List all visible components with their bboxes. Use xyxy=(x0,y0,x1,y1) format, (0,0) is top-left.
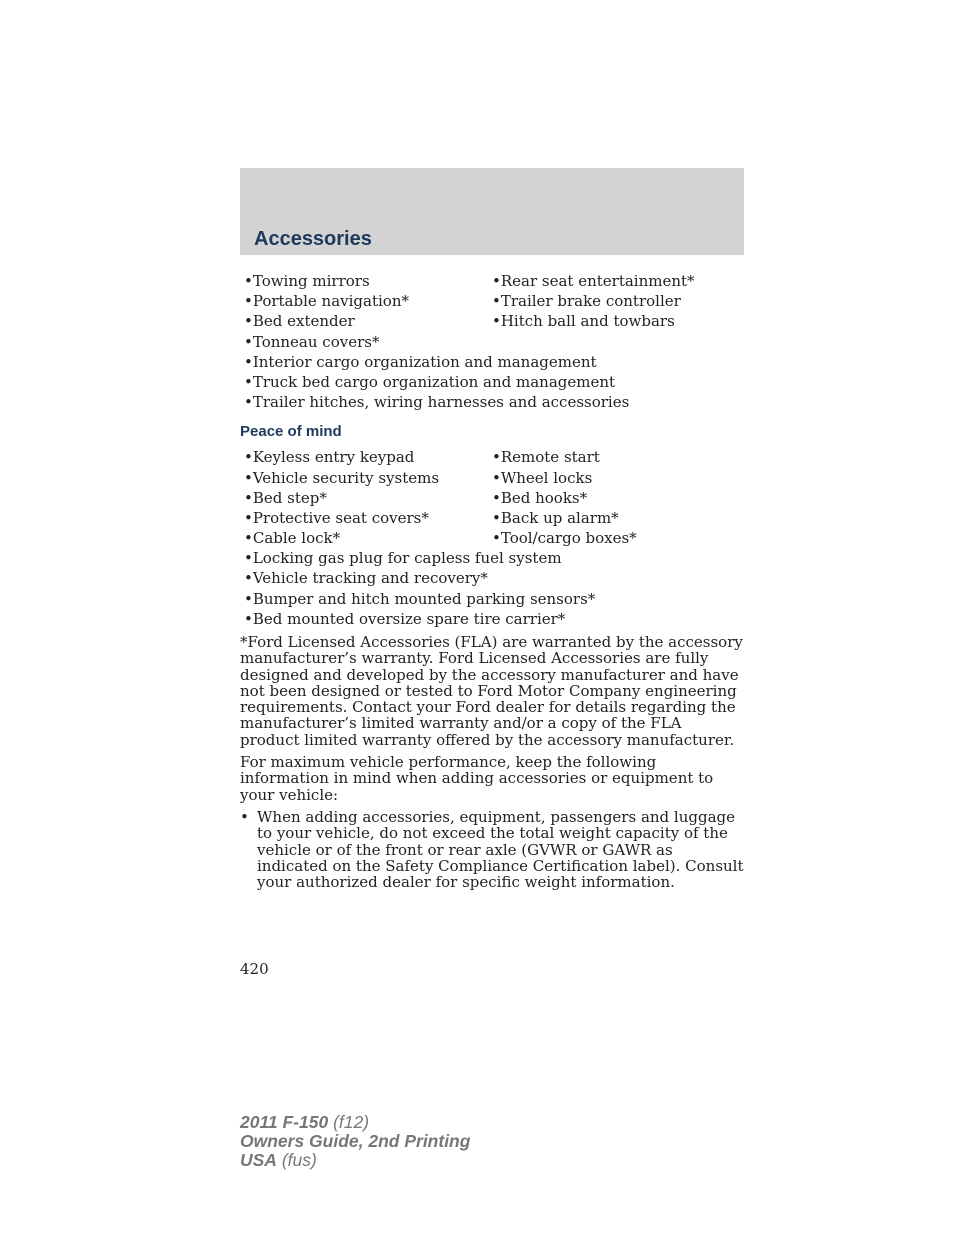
list-row xyxy=(240,392,744,412)
list-row xyxy=(240,291,744,311)
list-item: •Bed mounted oversize spare tire carrier* xyxy=(244,609,566,628)
footer-line xyxy=(240,1113,470,1132)
accessory-list xyxy=(240,271,744,412)
list-row xyxy=(240,352,744,372)
fla-paragraph: *Ford Licensed Accessories (FLA) are warranted by the accessory manufacturer’s warranty. Ford Licensed Accessories are fully designed and developed by the accessory manufacturer and have not been designed or tested to Ford Motor Company engineering requirements. Contact your Ford dealer for details regarding the manufacturer’s limited warranty and/or a copy of the FLA product limited warranty offered by the accessory manufacturer. xyxy=(240,633,743,749)
list-item: •Hitch ball and towbars xyxy=(492,312,675,331)
list-item: •Trailer hitches, wiring harnesses and accessories xyxy=(244,393,630,412)
list-item: •Back up alarm* xyxy=(492,508,619,527)
bullet-symbol: • xyxy=(240,807,249,826)
footer-line xyxy=(240,1151,470,1170)
list-row xyxy=(240,488,744,508)
list-item: •Tonneau covers* xyxy=(244,332,380,351)
page-content xyxy=(240,271,744,890)
list-item: •Portable navigation* xyxy=(244,292,409,311)
list-row xyxy=(240,372,744,392)
list-item: •Vehicle security systems xyxy=(244,468,440,487)
list-item: •Rear seat entertainment* xyxy=(492,272,695,290)
page-number: 420 xyxy=(240,960,269,978)
list-row xyxy=(240,548,744,568)
list-item: •Vehicle tracking and recovery* xyxy=(244,569,488,588)
list-row xyxy=(240,589,744,609)
footer-model-code: (f12) xyxy=(328,1112,370,1132)
footer-region-code: (fus) xyxy=(276,1150,317,1170)
list-item: •Wheel locks xyxy=(492,468,593,487)
section-title: Accessories xyxy=(254,228,372,250)
list-item: •Bumper and hitch mounted parking sensors* xyxy=(244,589,596,608)
list-item: •Trailer brake controller xyxy=(492,292,681,311)
list-item: •Bed extender xyxy=(244,312,355,331)
peace-of-mind-list xyxy=(240,447,744,629)
list-row xyxy=(240,468,744,488)
list-row xyxy=(240,447,744,467)
list-row xyxy=(240,508,744,528)
document-footer xyxy=(240,1113,470,1170)
list-item: •Towing mirrors xyxy=(244,272,370,290)
performance-paragraph: For maximum vehicle performance, keep the following information in mind when adding accessories or equipment to your vehicle: xyxy=(240,753,714,804)
list-row xyxy=(240,311,744,331)
list-item: •Bed hooks* xyxy=(492,488,588,507)
footer-line xyxy=(240,1132,470,1151)
list-row xyxy=(240,332,744,352)
list-item: •Truck bed cargo organization and management xyxy=(244,372,616,391)
list-row xyxy=(240,271,744,291)
footer-printing: Owners Guide, 2nd Printing xyxy=(240,1131,471,1151)
list-item: •Tool/cargo boxes* xyxy=(492,529,637,548)
list-row xyxy=(240,528,744,548)
list-item: •Protective seat covers* xyxy=(244,508,429,527)
section-heading: Peace of mind xyxy=(240,423,342,441)
weight-bullet xyxy=(240,809,744,890)
section-header-band xyxy=(240,168,744,255)
list-item: •Interior cargo organization and management xyxy=(244,352,597,371)
list-item: •Locking gas plug for capless fuel system xyxy=(244,549,562,568)
list-item: •Bed step* xyxy=(244,488,327,507)
list-item: •Remote start xyxy=(492,448,600,467)
list-item: •Keyless entry keypad xyxy=(244,448,415,467)
footer-region: USA xyxy=(240,1150,277,1170)
weight-bullet-text: When adding accessories, equipment, passengers and luggage to your vehicle, do not exceed the total weight capacity of the vehicle or of the front or rear axle (GVWR or GAWR as indicated on the Safety Compliance Certification label). Consult your authorized dealer for specific weight information. xyxy=(257,807,744,892)
list-row xyxy=(240,568,744,588)
list-row xyxy=(240,609,744,629)
list-item: •Cable lock* xyxy=(244,529,341,548)
footer-model: 2011 F-150 xyxy=(240,1112,329,1132)
